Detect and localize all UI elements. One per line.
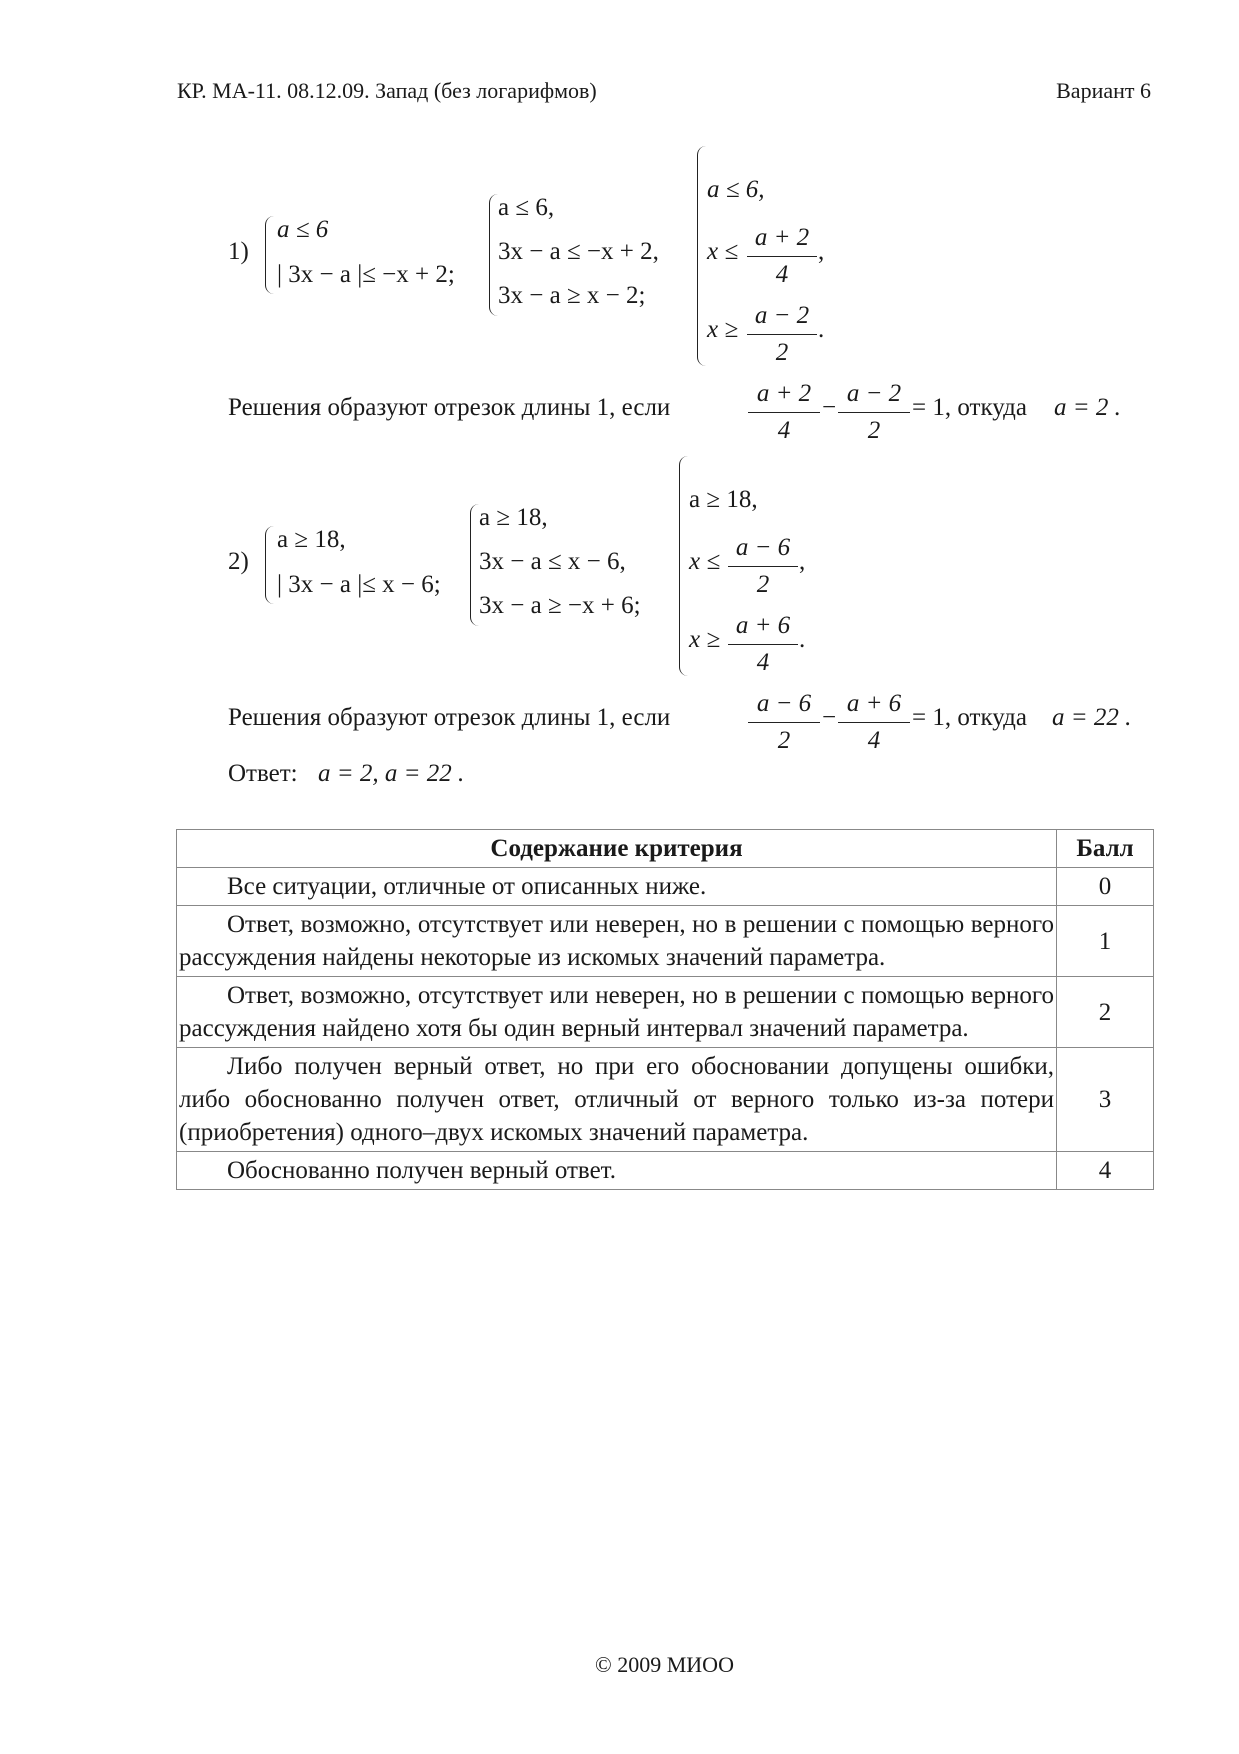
sys1-line2: | 3x − a |≤ −x + 2; (277, 261, 455, 288)
sys3-frac-1 (747, 220, 817, 293)
condition-text: Решения образуют отрезок длины 1, если (228, 394, 671, 421)
table-row (177, 977, 1154, 1048)
sys3-frac-1 (728, 530, 798, 603)
minus-sign: − (822, 704, 837, 731)
criterion-score: 2 (1057, 977, 1154, 1048)
answer-value: a = 2, a = 22 . (318, 760, 465, 787)
denominator: 2 (756, 571, 770, 598)
case-1-label: 1) (228, 238, 249, 265)
condition-result: a = 22 . (1052, 704, 1132, 731)
case-2-label: 2) (228, 548, 249, 575)
table-row (177, 1048, 1154, 1152)
answer-label: Ответ: (228, 760, 298, 787)
sys2-line2: 3x − a ≤ −x + 2, (498, 238, 659, 265)
condition-text: Решения образуют отрезок длины 1, если (228, 704, 671, 731)
sys2-line3: 3x − a ≥ −x + 6; (479, 592, 641, 619)
criterion-text: Либо получен верный ответ, но при его обосновании допущены ошибки, либо обоснованно получен ответ, отличный от верного только из-за потери (приобретения) одного–двух искомых значений параметра. (177, 1048, 1057, 1152)
denominator: 2 (775, 339, 789, 366)
sys3-line1: a ≥ 18, (689, 486, 758, 513)
sys1-line1: a ≥ 18, (277, 526, 346, 553)
header-title: КР. МА-11. 08.12.09. Запад (без логарифмов) (177, 78, 597, 103)
header-score: Балл (1057, 830, 1154, 868)
denominator: 2 (777, 727, 791, 754)
condition-frac-1 (748, 376, 820, 449)
sys3-frac-2 (747, 298, 817, 371)
sys1-line2: | 3x − a |≤ x − 6; (277, 571, 441, 598)
minus-sign: − (822, 394, 837, 421)
sys2-line1: a ≤ 6, (498, 194, 555, 221)
condition-frac-1 (748, 686, 820, 759)
sys3-line3-pre: x ≥ (689, 626, 721, 653)
table-row (177, 1152, 1154, 1190)
denominator: 4 (756, 649, 770, 676)
table-row (177, 868, 1154, 906)
condition-post: = 1, откуда (912, 394, 1027, 421)
brace (265, 526, 274, 604)
sys2-line3: 3x − a ≥ x − 2; (498, 282, 646, 309)
criterion-score: 4 (1057, 1152, 1154, 1190)
sys1-line1: a ≤ 6 (277, 216, 329, 243)
numerator: a − 2 (747, 298, 817, 335)
comma: , (799, 548, 806, 575)
period: . (818, 316, 825, 343)
sys3-line1: a ≤ 6, (707, 176, 765, 203)
footer-copyright: © 2009 МИОО (595, 1652, 734, 1677)
criterion-score: 0 (1057, 868, 1154, 906)
denominator: 4 (775, 261, 789, 288)
period: . (799, 626, 806, 653)
brace (489, 194, 498, 316)
condition-frac-2 (838, 376, 910, 449)
criterion-text: Ответ, возможно, отсутствует или неверен, но в решении с помощью верного рассуждения найдено хотя бы один верный интервал значений параметра. (177, 977, 1057, 1048)
sys2-line2: 3x − a ≤ x − 6, (479, 548, 626, 575)
condition-frac-2 (838, 686, 910, 759)
numerator: a + 2 (747, 220, 817, 257)
sys3-line2-pre: x ≤ (689, 548, 721, 575)
denominator: 4 (777, 417, 791, 444)
condition-post: = 1, откуда (912, 704, 1027, 731)
numerator: a − 2 (838, 376, 910, 413)
brace (679, 456, 688, 676)
criteria-table (176, 829, 1154, 1190)
brace (265, 216, 274, 294)
table-row (177, 906, 1154, 977)
criterion-score: 1 (1057, 906, 1154, 977)
numerator: a + 6 (728, 608, 798, 645)
denominator: 4 (867, 727, 881, 754)
condition-result: a = 2 . (1054, 394, 1121, 421)
header-content: Содержание критерия (177, 830, 1057, 868)
numerator: a − 6 (748, 686, 820, 723)
criterion-score: 3 (1057, 1048, 1154, 1152)
sys3-line3-pre: x ≥ (707, 316, 739, 343)
brace (470, 504, 479, 626)
comma: , (818, 238, 825, 265)
criterion-text: Все ситуации, отличные от описанных ниже. (177, 868, 1057, 906)
sys2-line1: a ≥ 18, (479, 504, 548, 531)
table-header-row (177, 830, 1154, 868)
numerator: a + 6 (838, 686, 910, 723)
sys3-frac-2 (728, 608, 798, 681)
criterion-text: Ответ, возможно, отсутствует или неверен, но в решении с помощью верного рассуждения найдены некоторые из искомых значений параметра. (177, 906, 1057, 977)
header-variant: Вариант 6 (1056, 78, 1151, 103)
numerator: a − 6 (728, 530, 798, 567)
numerator: a + 2 (748, 376, 820, 413)
criterion-text: Обоснованно получен верный ответ. (177, 1152, 1057, 1190)
brace (697, 146, 706, 366)
sys3-line2-pre: x ≤ (707, 238, 739, 265)
denominator: 2 (867, 417, 881, 444)
